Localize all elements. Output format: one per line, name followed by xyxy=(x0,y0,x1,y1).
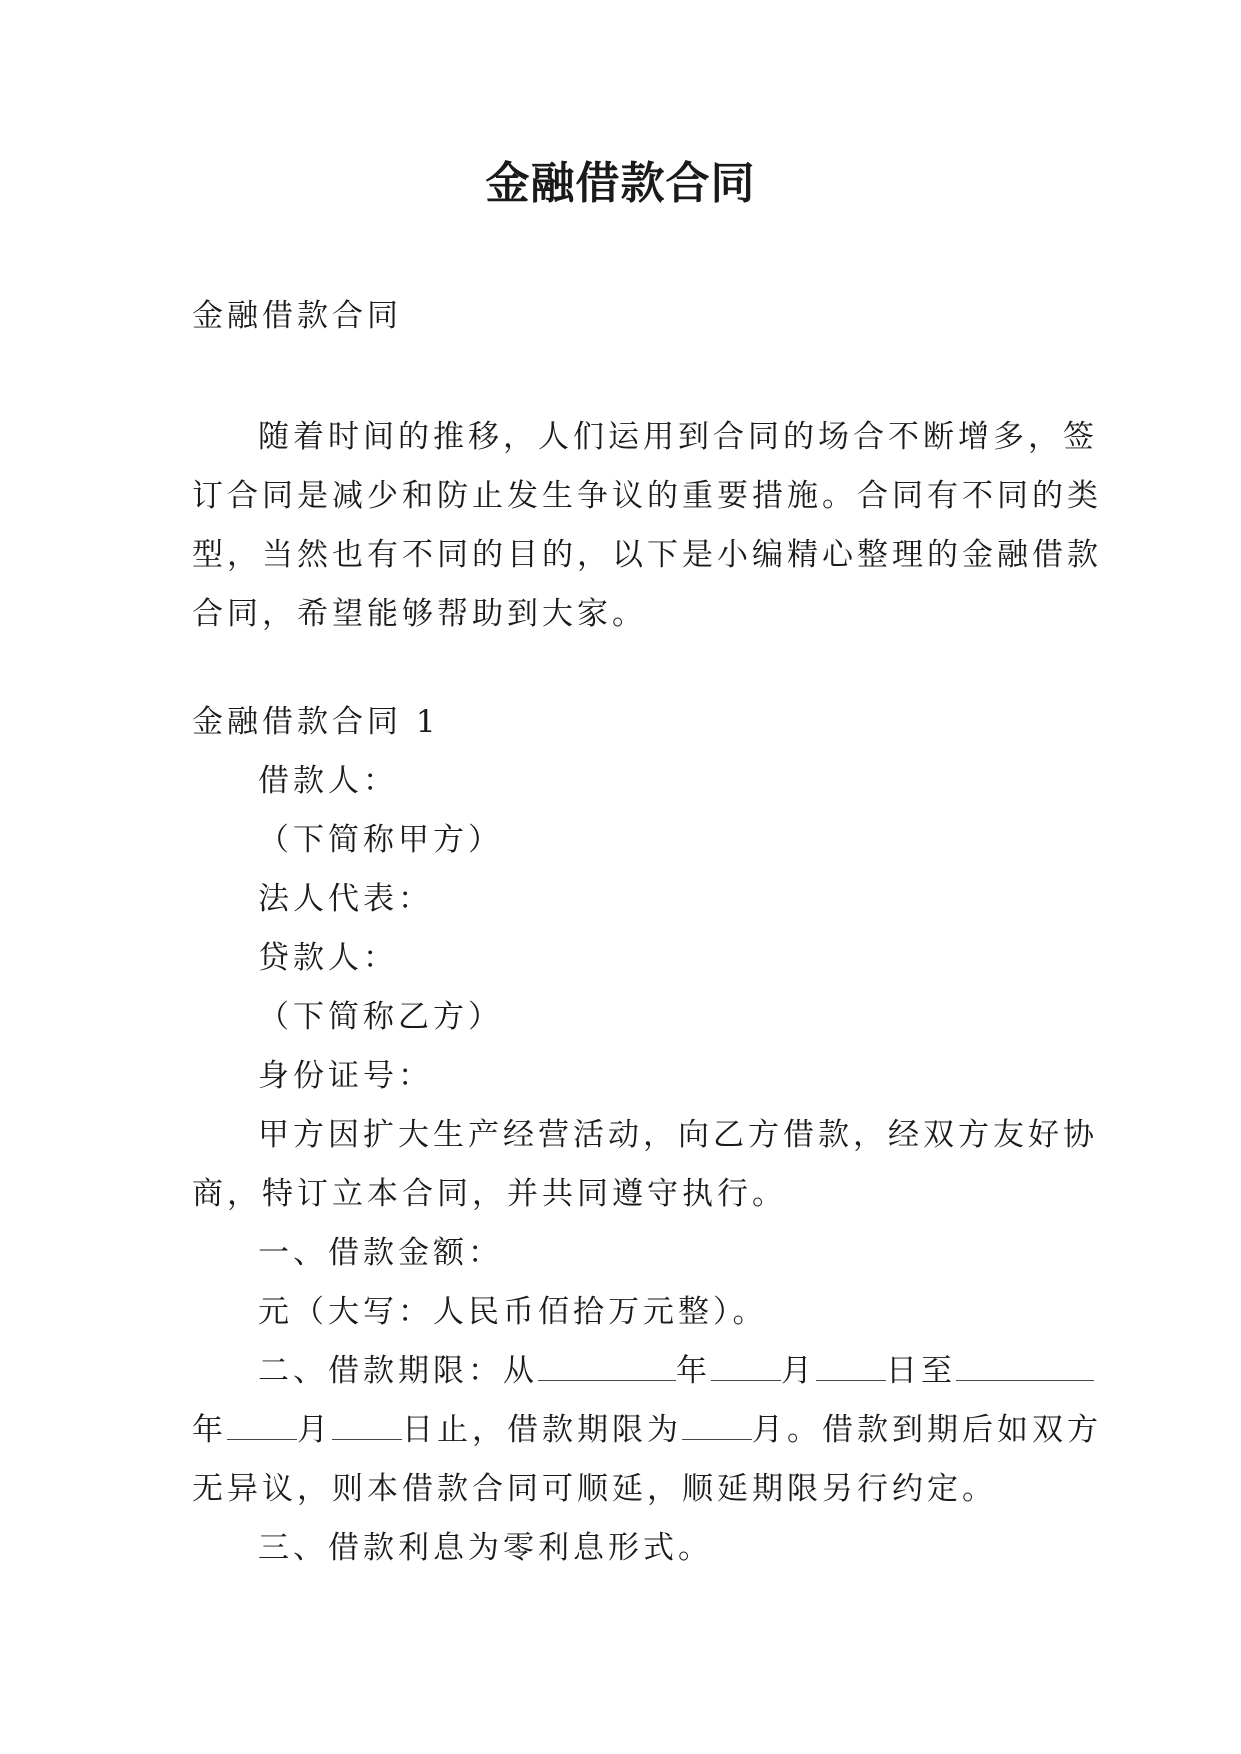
purpose-line: 商，特订立本合同，并共同遵守执行。 xyxy=(192,1176,787,1212)
document-subtitle xyxy=(192,287,1054,346)
intro-line: 合同，希望能够帮助到大家。 xyxy=(192,596,647,632)
clause-2-line-2 xyxy=(192,1401,1102,1460)
day-end-label: 日止，借款期限为 xyxy=(402,1412,682,1448)
clause-1-heading: 一、借款金额： xyxy=(258,1235,503,1271)
year-label: 年 xyxy=(676,1353,711,1389)
subtitle-text: 金融借款合同 xyxy=(192,298,402,334)
borrower-label: 借款人： xyxy=(258,763,398,799)
borrower-alias: （下简称甲方） xyxy=(258,822,503,858)
lender-label: 贷款人： xyxy=(258,940,398,976)
end-year-blank xyxy=(956,1342,1094,1381)
document-title: 金融借款合同 xyxy=(485,158,756,209)
id-number-label: 身份证号： xyxy=(258,1058,433,1094)
section-heading xyxy=(192,693,1054,752)
day-to-label: 日至 xyxy=(886,1353,956,1389)
intro-line: 订合同是减少和防止发生争议的重要措施。合同有不同的类 xyxy=(192,478,1102,514)
purpose-line: 甲方因扩大生产经营活动，向乙方借款，经双方友好协 xyxy=(258,1117,1098,1153)
intro-line: 随着时间的推移，人们运用到合同的场合不断增多，签 xyxy=(258,419,1098,455)
clause-2-line-1 xyxy=(192,1342,1054,1401)
start-year-blank xyxy=(538,1342,676,1381)
months-suffix: 月。借款到期后如双方 xyxy=(752,1412,1102,1448)
end-month-blank xyxy=(227,1401,297,1440)
contract-body xyxy=(192,752,1102,1578)
start-day-blank xyxy=(816,1342,886,1381)
section-title-text: 金融借款合同 1 xyxy=(192,704,440,740)
clause-2-line-3: 无异议，则本借款合同可顺延，顺延期限另行约定。 xyxy=(192,1471,997,1507)
clause-2-prefix: 二、借款期限：从 xyxy=(258,1353,538,1389)
intro-line: 型，当然也有不同的目的，以下是小编精心整理的金融借款 xyxy=(192,537,1102,573)
month-label: 月 xyxy=(781,1353,816,1389)
month-label: 月 xyxy=(297,1412,332,1448)
year-label: 年 xyxy=(192,1412,227,1448)
clause-3: 三、借款利息为零利息形式。 xyxy=(258,1530,713,1566)
legal-rep-label: 法人代表： xyxy=(258,881,433,917)
period-months-blank xyxy=(682,1401,752,1440)
lender-alias: （下简称乙方） xyxy=(258,999,503,1035)
start-month-blank xyxy=(711,1342,781,1381)
clause-1-amount: 元（大写：人民币佰拾万元整）。 xyxy=(258,1294,768,1330)
intro-paragraph xyxy=(192,408,1102,644)
end-day-blank xyxy=(332,1401,402,1440)
